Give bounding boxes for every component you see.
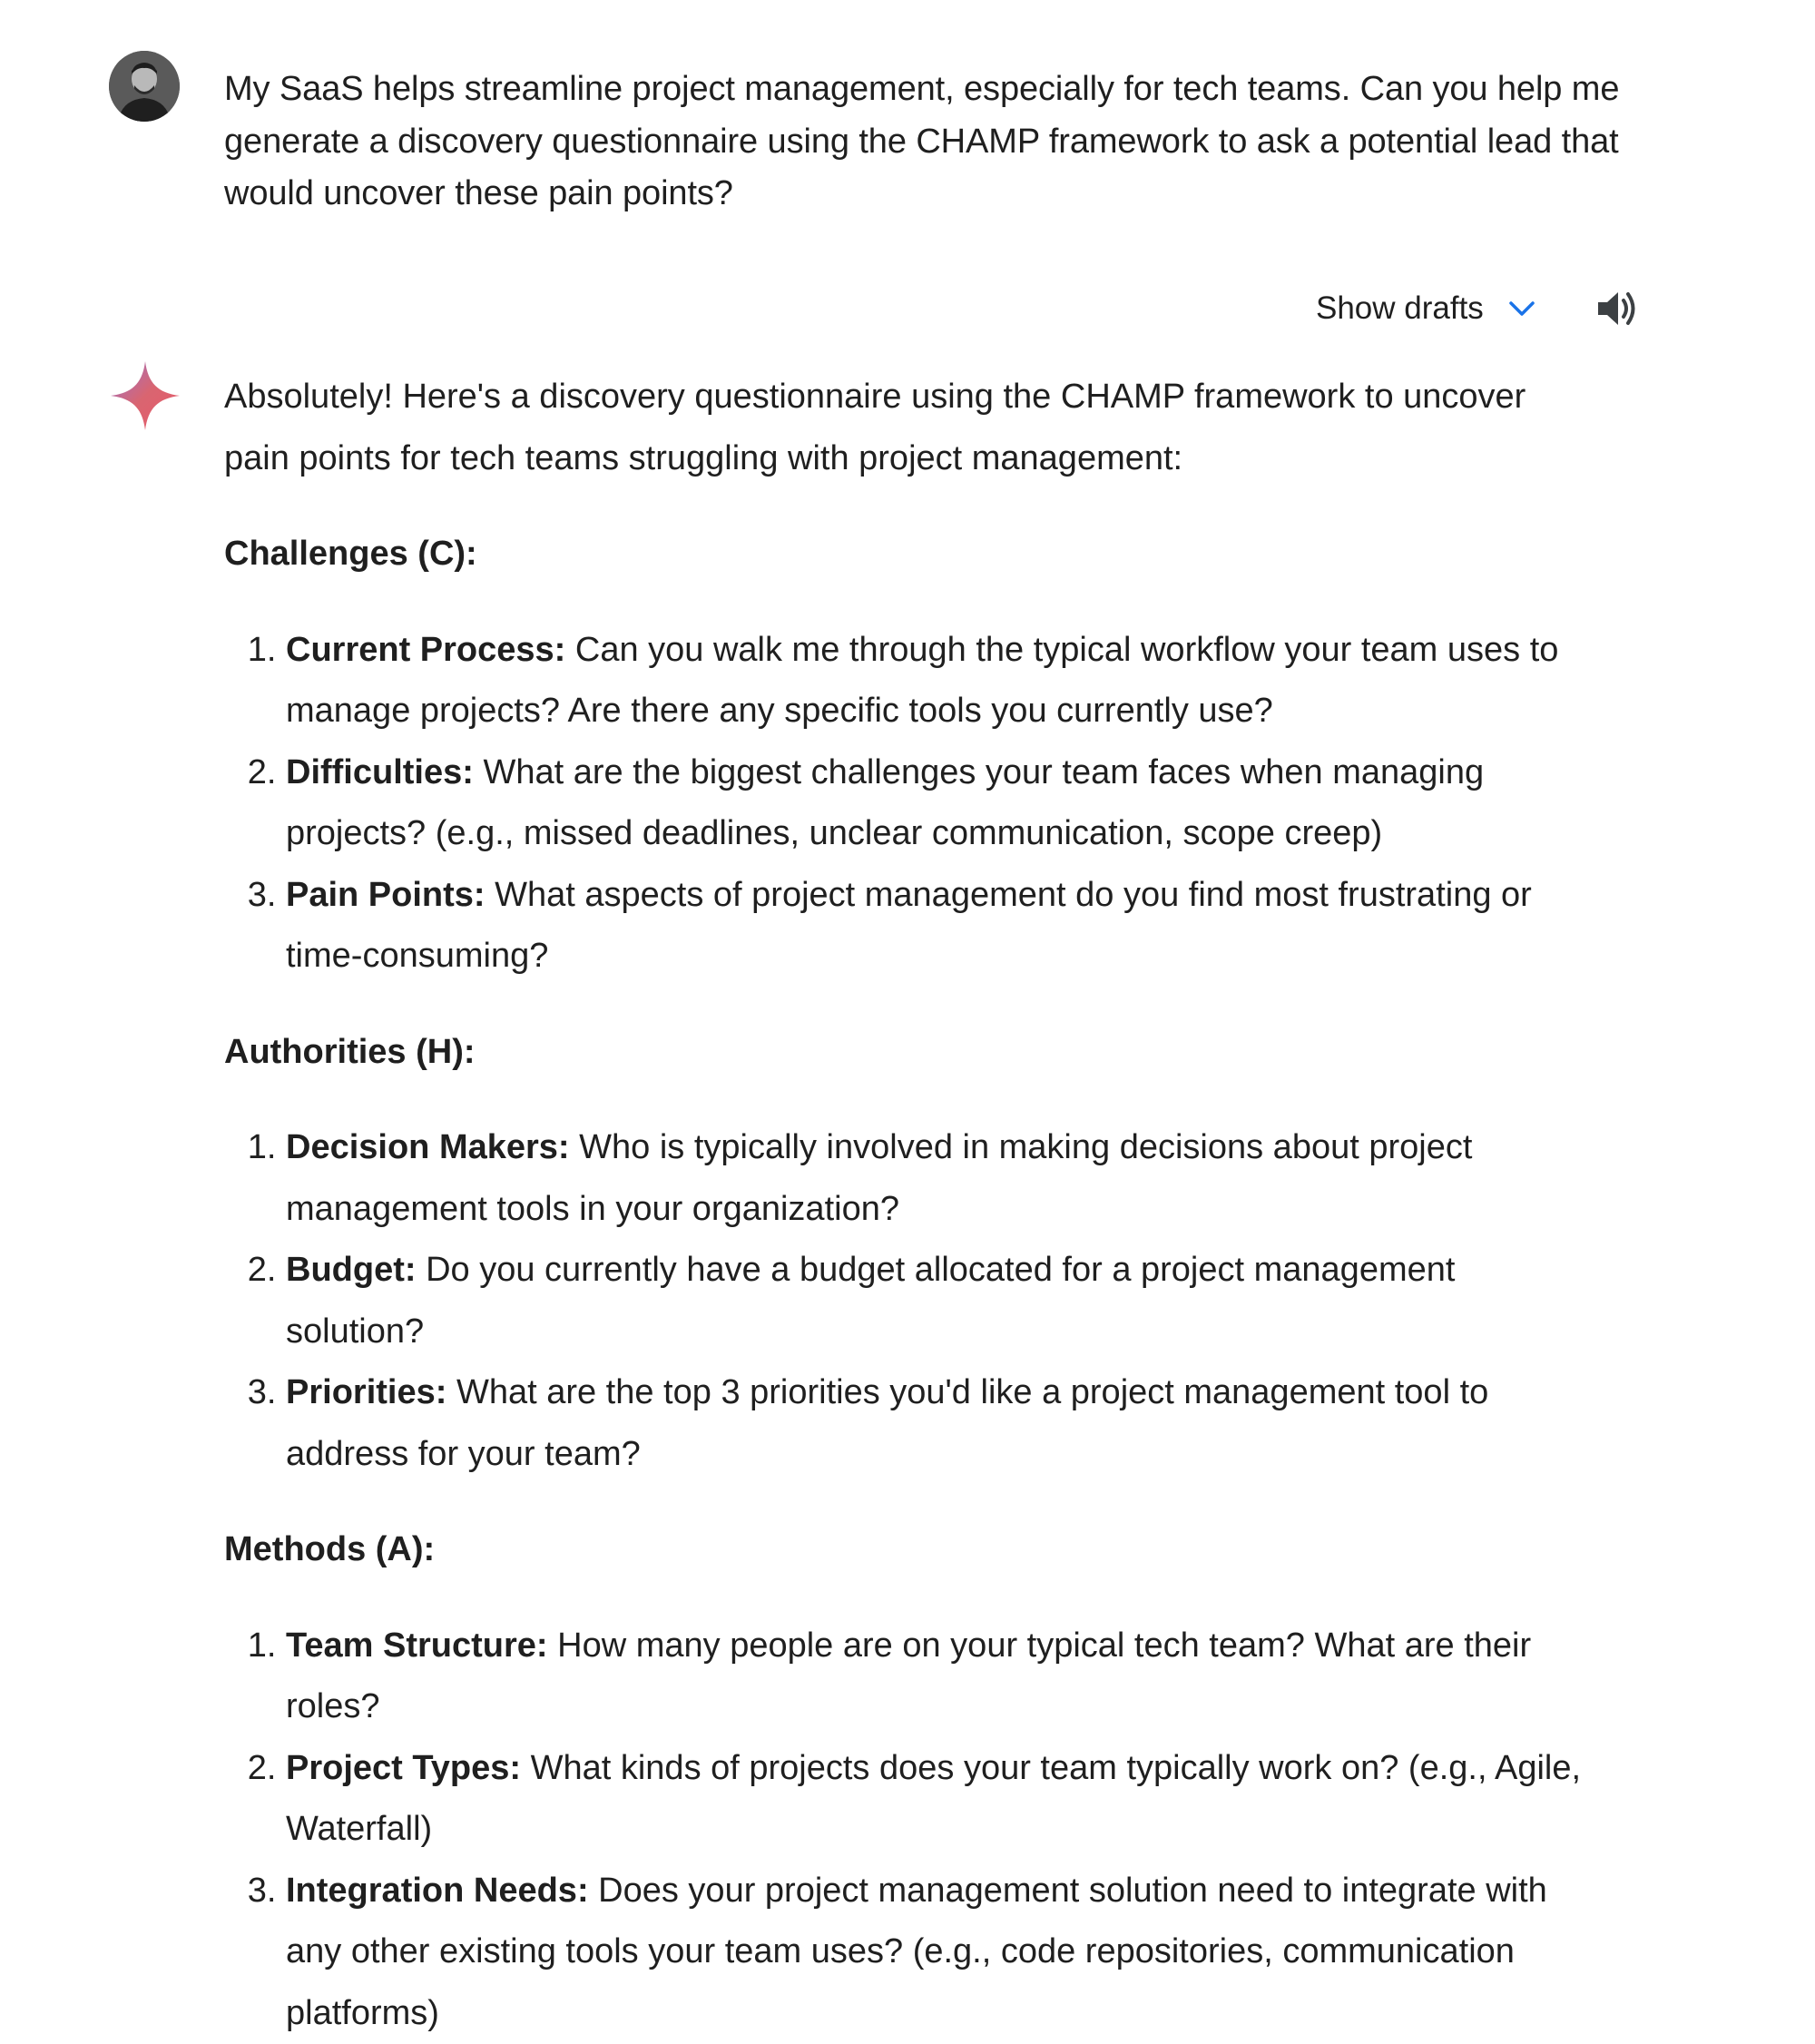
item-term: Difficulties: [286,753,474,791]
show-drafts-button[interactable] [1316,290,1538,327]
list-item [286,1861,1585,2044]
item-text: Who is typically involved in making decisions about project management tools in your organization? [286,1128,1472,1228]
item-term: Priorities: [286,1373,446,1411]
item-text: What are the biggest challenges your team faces when managing projects? (e.g., missed deadlines, unclear communication, scope creep) [286,753,1484,853]
list-item [286,865,1585,988]
item-text: What kinds of projects does your team typically work on? (e.g., Agile, Waterfall) [286,1749,1581,1849]
item-text: How many people are on your typical tech team? What are their roles? [286,1626,1531,1726]
chevron-down-icon [1506,292,1538,325]
section-title-authorities: Authorities (H): [224,1022,1585,1084]
list-item [286,1616,1585,1738]
item-term: Integration Needs: [286,1872,589,1910]
avatar-image [109,51,180,122]
list-item [286,1240,1585,1362]
item-text: What aspects of project management do you find most frustrating or time-consuming? [286,876,1532,976]
list-item [286,620,1585,742]
item-term: Budget: [286,1251,417,1289]
model-response [224,367,1585,2044]
show-drafts-label: Show drafts [1316,290,1484,327]
response-intro: Absolutely! Here's a discovery questionnaire using the CHAMP framework to uncover pain points for tech teams struggling with project management: [224,367,1585,489]
gemini-spark-icon [109,359,182,432]
methods-list [224,1616,1585,2044]
challenges-list [224,620,1585,988]
response-toolbar [1316,281,1642,336]
section-title-methods: Methods (A): [224,1519,1585,1581]
user-avatar[interactable] [109,51,180,122]
item-term: Team Structure: [286,1626,548,1665]
section-title-challenges: Challenges (C): [224,524,1585,585]
user-prompt-text: My SaaS helps streamline project management, especially for tech teams. Can you help me generate a discovery questionnaire using the CHAMP framework to ask a potential lead that would uncover these pain points? [224,64,1676,221]
item-text: What are the top 3 priorities you'd like a project management tool to address for your team? [286,1373,1488,1473]
item-text: Can you walk me through the typical workflow your team uses to manage projects? Are there any specific tools you currently use? [286,631,1558,731]
list-item [286,742,1585,865]
authorities-list [224,1117,1585,1485]
item-term: Current Process: [286,631,565,669]
item-text: Does your project management solution need to integrate with any other existing tools your team uses? (e.g., code repositories, communication platforms) [286,1872,1547,2032]
item-term: Pain Points: [286,876,486,914]
item-term: Project Types: [286,1749,521,1787]
list-item [286,1362,1585,1485]
list-item [286,1738,1585,1861]
item-term: Decision Makers: [286,1128,570,1166]
speaker-icon[interactable] [1594,285,1642,332]
item-text: Do you currently have a budget allocated for a project management solution? [286,1251,1455,1351]
list-item [286,1117,1585,1240]
